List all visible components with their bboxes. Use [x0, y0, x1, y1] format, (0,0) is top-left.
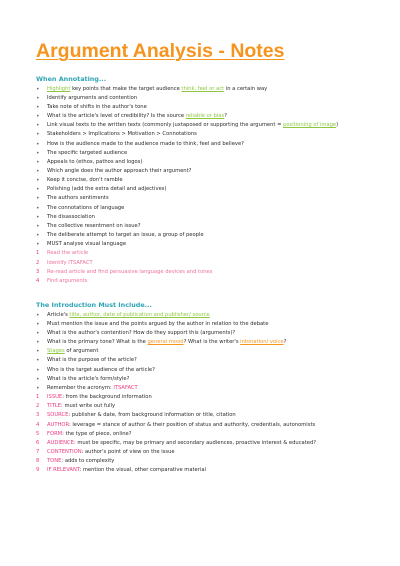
highlight-text: intonation/ voice — [240, 339, 284, 346]
list-item — [36, 338, 370, 347]
section-introduction — [36, 301, 370, 475]
step-number: 2 — [36, 403, 40, 410]
item-text: : author's point of view on the issue — [81, 448, 175, 455]
item-text: in a certain way — [224, 85, 268, 92]
bullet-marker: • — [36, 348, 40, 356]
item-text: Take note of shifts in the author's tone — [47, 103, 147, 110]
item-text: ? — [283, 339, 287, 346]
highlight-text: think, feel or act — [181, 85, 225, 92]
list-item — [36, 249, 370, 258]
highlight-text: title, author, date of publication and publisher/ source — [69, 311, 210, 318]
item-text: Appeals to (ethos, pathos and logos) — [47, 158, 143, 165]
item-text: What is the author's contention? How do they support this (arguments)? — [47, 329, 236, 336]
acronym-key: IF RELEVANT — [47, 467, 80, 474]
annotating-bullet-list — [36, 85, 370, 250]
item-text: The specific targeted audience — [47, 149, 128, 156]
item-text: The collective resentment on issue? — [47, 222, 141, 229]
item-text: Polishing (add the extra detail and adjectives) — [47, 186, 167, 193]
bullet-marker: • — [36, 213, 40, 221]
list-item — [36, 112, 370, 121]
list-item — [36, 384, 370, 393]
highlight-text: Highlight — [47, 85, 71, 92]
item-text: Identify arguments and contention — [47, 94, 138, 101]
list-item — [36, 222, 370, 231]
item-text: The connotations of language — [47, 204, 125, 211]
item-text: What is the article's form/style? — [47, 375, 130, 382]
step-number: 4 — [36, 277, 40, 284]
step-number: 1 — [36, 250, 40, 257]
bullet-marker: • — [36, 186, 40, 194]
annotating-steps-list — [36, 249, 370, 286]
bullet-marker: • — [36, 222, 40, 230]
list-item — [36, 277, 370, 286]
bullet-marker: • — [36, 140, 40, 148]
highlight-text: reliable or bias — [185, 113, 225, 120]
bullet-marker: • — [36, 320, 40, 328]
item-text: Which angle does the author approach their argument? — [47, 168, 192, 174]
highlight-text: Stages — [47, 348, 65, 355]
bullet-marker: • — [36, 384, 40, 392]
list-item — [36, 213, 370, 222]
list-item — [36, 176, 370, 185]
highlight-text: general mood — [147, 339, 184, 346]
step-number: 3 — [36, 268, 40, 275]
bullet-marker: • — [36, 241, 40, 249]
item-text: Article's — [47, 311, 70, 318]
bullet-marker: • — [36, 375, 40, 383]
item-text: : from the background information — [62, 394, 152, 401]
bullet-marker: • — [36, 232, 40, 240]
item-text: The disassociation — [47, 213, 95, 220]
item-text: Find arguments — [47, 277, 88, 284]
section-heading-annotating: When Annotating... — [36, 75, 107, 83]
item-text: Must mention the issue and the points argued by the author in relation to the debate — [47, 320, 269, 327]
bullet-marker: • — [36, 94, 40, 102]
item-text: Remember the acronym: — [47, 384, 114, 391]
list-item — [36, 356, 370, 365]
bullet-marker: • — [36, 195, 40, 203]
bullet-marker: • — [36, 366, 40, 374]
list-item — [36, 130, 370, 139]
acronym-key: TITLE — [47, 403, 62, 410]
acronym-key: FORM — [47, 430, 63, 437]
item-text: Stakeholders > Implications > Motivation > Connotations — [47, 131, 197, 138]
list-item — [36, 402, 370, 411]
item-text: : leverage = stance of author & their position of status and authority, credentials, autonomists — [68, 421, 316, 428]
acronym-key: CONTENTION — [47, 448, 82, 455]
acronym-key: AUTHOR — [47, 421, 69, 428]
list-item — [36, 411, 370, 420]
acronym-key: AUDIENCE — [47, 439, 74, 446]
step-number: 9 — [36, 467, 40, 474]
bullet-marker: • — [36, 131, 40, 139]
item-text: Re-read article and find persuasive language devices and tones — [47, 268, 213, 275]
item-text: MUST analyse visual language — [47, 241, 127, 248]
list-item — [36, 439, 370, 448]
bullet-marker: • — [36, 329, 40, 337]
step-number: 6 — [36, 439, 40, 446]
list-item — [36, 366, 370, 375]
page-title: Argument Analysis - Notes — [36, 40, 285, 62]
section-spacer — [36, 286, 370, 301]
item-text: Identify ITSAFACT — [47, 259, 93, 266]
list-item — [36, 457, 370, 466]
item-text: : mention the visual, other comparative material — [79, 467, 206, 474]
list-item — [36, 393, 370, 402]
item-text: ? — [224, 113, 227, 120]
list-item — [36, 103, 370, 112]
item-text: : the type of piece, online? — [62, 430, 132, 437]
acronym-key: TONE — [47, 458, 62, 465]
bullet-marker: • — [36, 158, 40, 166]
acronym-list — [36, 393, 370, 475]
list-item — [36, 85, 370, 94]
item-text: The deliberate attempt to target an issue, a group of people — [47, 232, 204, 239]
list-item — [36, 231, 370, 240]
list-item — [36, 311, 370, 320]
bullet-marker: • — [36, 85, 40, 93]
step-number: 2 — [36, 259, 40, 266]
acronym-key: ISSUE — [47, 394, 63, 401]
item-text: ) — [336, 122, 339, 129]
acronym-text: ITSAFACT — [113, 384, 138, 391]
item-text: What is the purpose of the article? — [47, 357, 137, 364]
item-text: What is the article's level of credibility? Is the source — [47, 113, 186, 120]
item-text: ? What is the writer's — [183, 339, 241, 346]
list-item — [36, 466, 370, 475]
list-item — [36, 268, 370, 277]
bullet-marker: • — [36, 122, 40, 130]
acronym-key: SOURCE — [47, 412, 69, 419]
list-item — [36, 329, 370, 338]
introduction-bullet-list — [36, 311, 370, 393]
list-item — [36, 448, 370, 457]
list-item — [36, 149, 370, 158]
item-text: : must write out fully — [61, 403, 116, 410]
list-item — [36, 185, 370, 194]
item-text: Read the article — [47, 250, 89, 257]
bullet-marker: • — [36, 357, 40, 365]
item-text: The authors sentiments — [47, 195, 109, 202]
bullet-marker: • — [36, 168, 40, 175]
list-item — [36, 320, 370, 329]
list-item — [36, 167, 370, 176]
item-text: : adds to complexity — [61, 458, 115, 465]
bullet-marker: • — [36, 113, 40, 121]
item-text: Link visual texts to the written texts (commonly juxtaposed or supporting the argument = — [47, 122, 284, 129]
item-text: Who is the target audience of the article? — [47, 366, 155, 373]
item-text: key points that make the target audience — [70, 85, 182, 92]
step-number: 8 — [36, 458, 40, 465]
list-item — [36, 158, 370, 167]
section-heading-introduction: The Introduction Must Include... — [36, 301, 152, 310]
item-text: of argument — [64, 348, 99, 355]
step-number: 1 — [36, 394, 40, 401]
list-item — [36, 194, 370, 203]
list-item — [36, 121, 370, 130]
item-text: What is the primary tone? What is the — [47, 339, 148, 346]
list-item — [36, 140, 370, 149]
list-item — [36, 375, 370, 384]
item-text: : publisher & date, from background information or title, citation — [68, 412, 236, 419]
item-text: : must be specific, may be primary and secondary audiences, proactive interest & educated? — [73, 439, 317, 446]
step-number: 4 — [36, 421, 40, 428]
list-item — [36, 421, 370, 430]
item-text: How is the audience made to the audience made to think, feel and believe? — [47, 140, 244, 147]
highlight-text: positioning of image — [283, 122, 337, 129]
list-item — [36, 240, 370, 249]
list-item — [36, 204, 370, 213]
list-item — [36, 347, 370, 356]
bullet-marker: • — [36, 311, 40, 319]
step-number: 3 — [36, 412, 40, 419]
bullet-marker: • — [36, 204, 40, 212]
item-text: Keep it concise, don't ramble — [47, 177, 123, 184]
section-annotating — [36, 75, 370, 286]
list-item — [36, 259, 370, 268]
bullet-marker: • — [36, 103, 40, 111]
step-number: 7 — [36, 448, 40, 455]
bullet-marker: • — [36, 339, 40, 347]
list-item — [36, 94, 370, 103]
bullet-marker: • — [36, 149, 40, 157]
bullet-marker: • — [36, 177, 40, 185]
step-number: 5 — [36, 430, 40, 437]
list-item — [36, 430, 370, 439]
